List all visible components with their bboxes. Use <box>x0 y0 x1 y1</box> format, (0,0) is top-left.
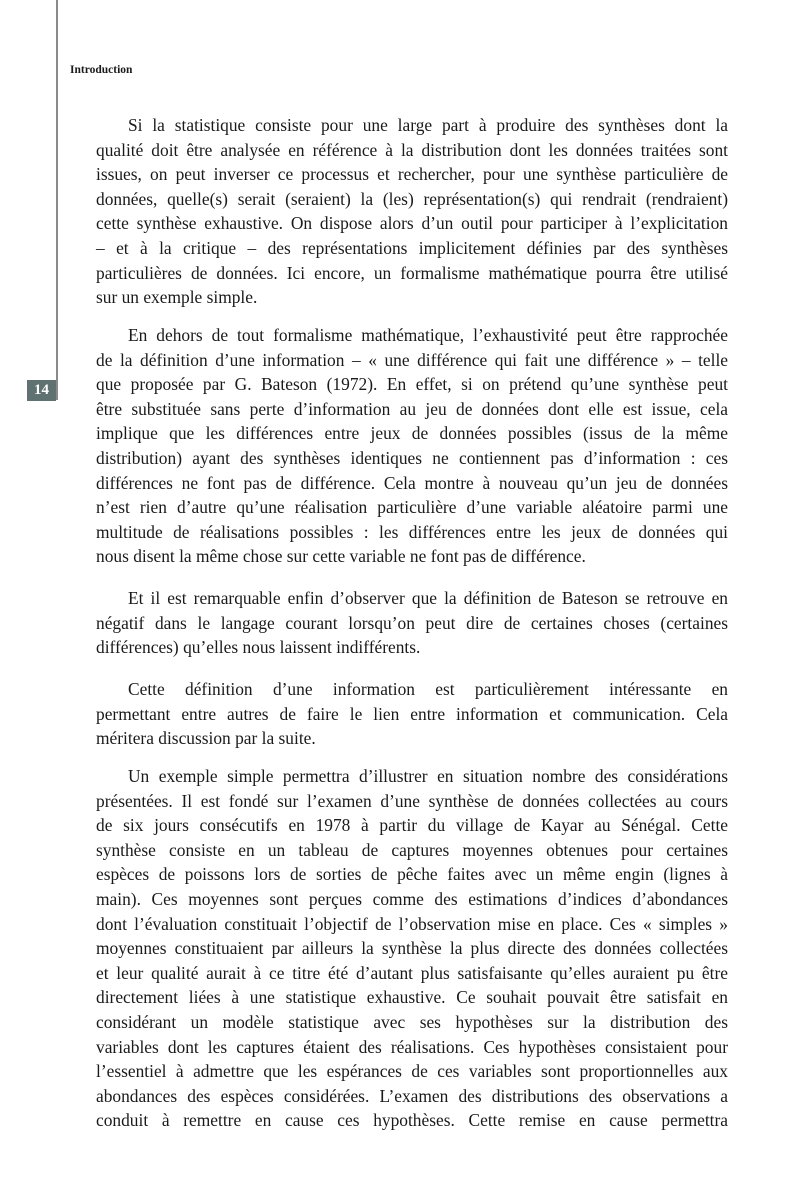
text-line: distribution) ayant des synthèses identiques ne contiennent pas d’information : ces <box>96 447 728 468</box>
text-line: que proposée par G. Bateson (1972). En effet, si on prétend qu’une synthèse peut <box>96 374 728 395</box>
text-line: négatif dans le langage courant lorsqu’on peut dire de certaines choses (certaines <box>96 612 728 633</box>
text-line: de la définition d’une information – « une différence qui fait une différence » – telle <box>96 349 728 370</box>
text-line: considérant un modèle statistique avec ses hypothèses sur la distribution des <box>96 1011 728 1032</box>
text-line: cette synthèse exhaustive. On dispose alors d’un outil pour participer à l’explicitation <box>96 213 728 234</box>
text-line: Un exemple simple permettra d’illustrer en situation nombre des considérations <box>128 766 728 786</box>
text-line: qualité doit être analysée en référence à la distribution dont les données traitées sont <box>96 139 728 160</box>
text-line: données, quelle(s) serait (seraient) la (les) représentation(s) qui rendrait (rendraient) <box>96 188 728 209</box>
text-line: Si la statistique consiste pour une large part à produire des synthèses dont la <box>128 115 728 135</box>
text-line: – et à la critique – des représentations implicitement définies par des synthèses <box>96 237 728 258</box>
text-line: moyennes constituaient par ailleurs la synthèse la plus directe des données collectées <box>96 938 728 959</box>
text-line: Et il est remarquable enfin d’observer que la définition de Bateson se retrouve en <box>128 588 728 608</box>
running-header: Introduction <box>70 64 133 76</box>
text-line: différences ne font pas de différence. Cela montre à nouveau qu’un jeu de données <box>96 472 728 493</box>
text-line: directement liées à une statistique exhaustive. Ce souhait pouvait être satisfait en <box>96 987 728 1008</box>
text-line: En dehors de tout formalisme mathématique, l’exhaustivité peut être rapprochée <box>128 325 728 345</box>
text-line: dont l’évaluation constituait l’objectif de l’observation mise en place. Ces « simples » <box>96 913 728 934</box>
paragraph-1 <box>96 113 728 310</box>
text-line: espèces de poissons lors de sorties de pêche faites avec un même engin (lignes à <box>96 864 728 885</box>
text-line: main). Ces moyennes sont perçues comme des estimations d’indices d’abondances <box>96 888 728 909</box>
text-line: conduit à remettre en cause ces hypothèses. Cette remise en cause permettra <box>96 1110 728 1131</box>
text-line: n’est rien d’autre qu’une réalisation particulière d’une variable aléatoire parmi une <box>96 497 728 518</box>
text-line: sur un exemple simple. <box>96 287 258 308</box>
text-line: abondances des espèces considérées. L’examen des distributions des observations a <box>96 1085 728 1106</box>
text-line: implique que les différences entre jeux de données possibles (issus de la même <box>96 423 728 444</box>
text-line: différences) qu’elles nous laissent indifférents. <box>96 637 421 658</box>
text-line: particulières de données. Ici encore, un formalisme mathématique pourra être utilisé <box>96 262 728 283</box>
paragraph-4 <box>96 677 728 751</box>
text-line: permettant entre autres de faire le lien entre information et communication. Cela <box>96 703 728 724</box>
paragraph-5 <box>96 764 728 1133</box>
text-line: être substituée sans perte d’information au jeu de données dont elle est issue, cela <box>96 398 728 419</box>
text-line: et leur qualité aurait à ce titre été d’autant plus satisfaisante qu’elles auraient pu être <box>96 962 728 983</box>
text-line: Cette définition d’une information est particulièrement intéressante en <box>128 679 728 699</box>
text-line: issues, on peut inverser ce processus et rechercher, pour une synthèse particulière de <box>96 164 728 185</box>
page-number: 14 <box>27 380 56 401</box>
text-line: multitude de réalisations possibles : les différences entre les jeux de données qui <box>96 521 728 542</box>
text-line: variables dont les captures étaient des réalisations. Ces hypothèses consistaient pour <box>96 1036 728 1057</box>
text-line: méritera discussion par la suite. <box>96 728 316 749</box>
text-line: de six jours consécutifs en 1978 à partir du village de Kayar au Sénégal. Cette <box>96 815 728 836</box>
text-line: synthèse consiste en un tableau de captures moyennes obtenues pour certaines <box>96 839 728 860</box>
text-line: nous disent la même chose sur cette variable ne font pas de différence. <box>96 546 586 567</box>
paragraph-3 <box>96 586 728 660</box>
text-line: présentées. Il est fondé sur l’examen d’une synthèse de données collectées au cours <box>96 790 728 811</box>
paragraph-2 <box>96 323 728 569</box>
margin-rule <box>56 0 58 400</box>
text-line: l’essentiel à admettre que les espérances de ces variables sont proportionnelles aux <box>96 1061 728 1082</box>
